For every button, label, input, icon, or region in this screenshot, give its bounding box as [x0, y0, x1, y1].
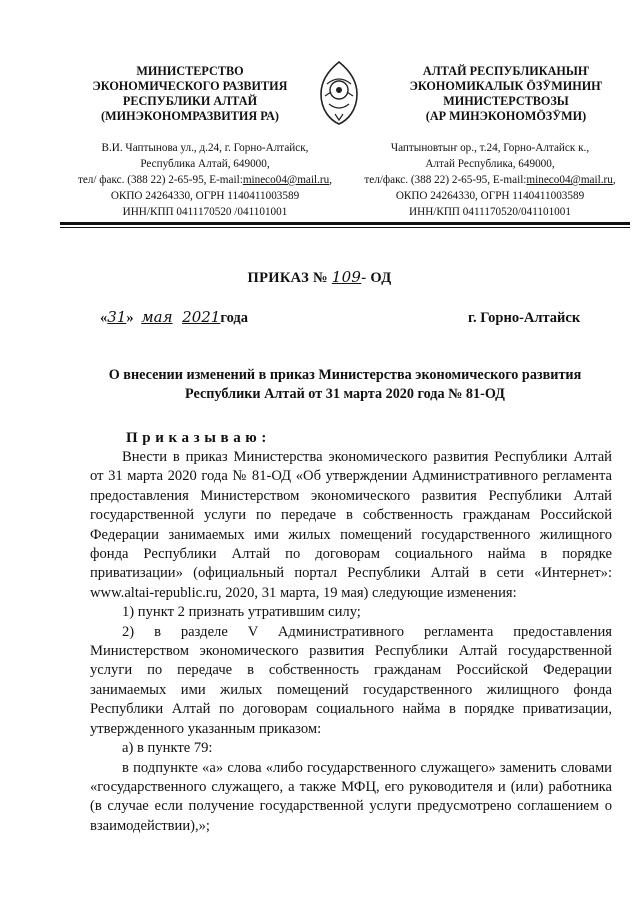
address-line: В.И. Чаптынова ул., д.24, г. Горно-Алтайск,	[101, 142, 309, 154]
order-subject	[60, 366, 630, 404]
phone-text: тел/ факс. (388 22) 2-65-95, E-mail:	[77, 174, 243, 186]
address-line: Республика Алтай, 649000,	[140, 158, 270, 170]
contact-line	[348, 172, 632, 188]
coat-of-arms-emblem	[317, 60, 361, 126]
ministry-title-line: МИНИСТЕРСТВОЗЫ	[443, 94, 569, 108]
date-suffix: года	[220, 310, 248, 326]
order-number-handwritten: 109	[331, 268, 362, 286]
ministry-title-line: МИНИСТЕРСТВО	[136, 64, 244, 78]
date-year-handwritten: 2021	[182, 308, 221, 326]
subject-line: О внесении изменений в приказ Министерства экономического развития	[108, 367, 582, 383]
order-date	[100, 308, 248, 327]
tax-id-line: ИНН/КПП 0411170520/041101001	[409, 206, 571, 218]
address-line: Чаптыновтыҥ ор., т.24, Горно-Алтайск к.,	[390, 142, 590, 154]
order-title-prefix: ПРИКАЗ №	[247, 270, 332, 286]
ministry-title-line: АЛТАЙ РЕСПУБЛИКАНЫҤ	[422, 64, 590, 78]
order-title	[0, 268, 639, 287]
registry-line: ОКПО 24264330, ОГРН 1140411003589	[395, 190, 585, 202]
date-month-handwritten: мая	[141, 308, 173, 326]
registry-line: ОКПО 24264330, ОГРН 1140411003589	[110, 190, 300, 202]
ministry-title-line: (АР МИНЭКОНОМӦЗӰМИ)	[425, 109, 587, 123]
ministry-title-line: ЭКОНОМИКАЛЫК ӦЗӰМИНИҤ	[409, 79, 603, 93]
subject-line: Республики Алтай от 31 марта 2020 года № 81-ОД	[185, 386, 505, 402]
order-title-suffix: - ОД	[361, 270, 392, 286]
item-2a: а) в пункте 79:	[122, 740, 213, 757]
item-2: 2) в разделе V Административного регламента предоставления Министерством экономического развития Республики Алтай государственной услуги по передаче в собственность гражданам Российской Федерации занимаемых ими жилых помещений государственного жилищного фонда Республики Алтай по договорам социального найма в порядке приватизации, утвержденного указанным приказом:	[90, 623, 612, 737]
item-2a-text: в подпункте «а» слова «либо государственного служащего» заменить словами «государственного служащего, а также МФЦ, его руководителя и (или) работника (в случае если получение государственной услуги предусмотрено соглашением о взаимодействии),»;	[90, 759, 612, 834]
date-day-handwritten: 31	[107, 308, 127, 326]
phone-text: тел/факс. (388 22) 2-65-95, E-mail:	[364, 174, 527, 186]
address-block-right	[348, 140, 632, 220]
email-suffix: ,	[612, 174, 616, 186]
order-city: г. Горно-Алтайск	[468, 310, 581, 326]
ministry-title-russian	[70, 64, 310, 124]
order-body	[90, 430, 612, 836]
item-1: 1) пункт 2 признать утратившим силу;	[122, 604, 361, 621]
ministry-title-line: РЕСПУБЛИКИ АЛТАЙ	[122, 94, 258, 108]
header-divider-thick	[60, 222, 630, 225]
ministry-title-altai	[386, 64, 626, 124]
date-quote-close: »	[126, 310, 134, 326]
address-line: Алтай Республика, 649000,	[425, 158, 555, 170]
ministry-title-line: ЭКОНОМИЧЕСКОГО РАЗВИТИЯ	[92, 79, 288, 93]
contact-line	[60, 172, 350, 188]
header-divider-thin	[60, 227, 630, 228]
date-quote-open: «	[100, 310, 108, 326]
prikazyvayu-heading: Приказываю:	[126, 430, 271, 446]
ministry-title-line: (МИНЭКОНОМРАЗВИТИЯ РА)	[101, 109, 279, 123]
intro-paragraph: Внести в приказ Министерства экономического развития Республики Алтай от 31 марта 2020 года № 81-ОД «Об утверждении Административного регламента предоставления Министерством экономического развития Республики Алтай государственной услуги по передаче в собственность гражданам Российской Федерации занимаемых ими жилых помещений государственного жилищного фонда Республики Алтай по договорам социального найма в порядке приватизации» (официальный портал Республики Алтай в сети «Интернет»: www.altai-republic.ru, 2020, 31 марта, 19 мая) следующие изменения:	[90, 449, 612, 601]
email-link[interactable]: mineco04@mail.ru	[242, 174, 330, 186]
address-block-left	[60, 140, 350, 220]
tax-id-line: ИНН/КПП 0411170520 /041101001	[122, 206, 288, 218]
email-link[interactable]: mineco04@mail.ru	[526, 174, 613, 186]
email-suffix: ,	[329, 174, 333, 186]
